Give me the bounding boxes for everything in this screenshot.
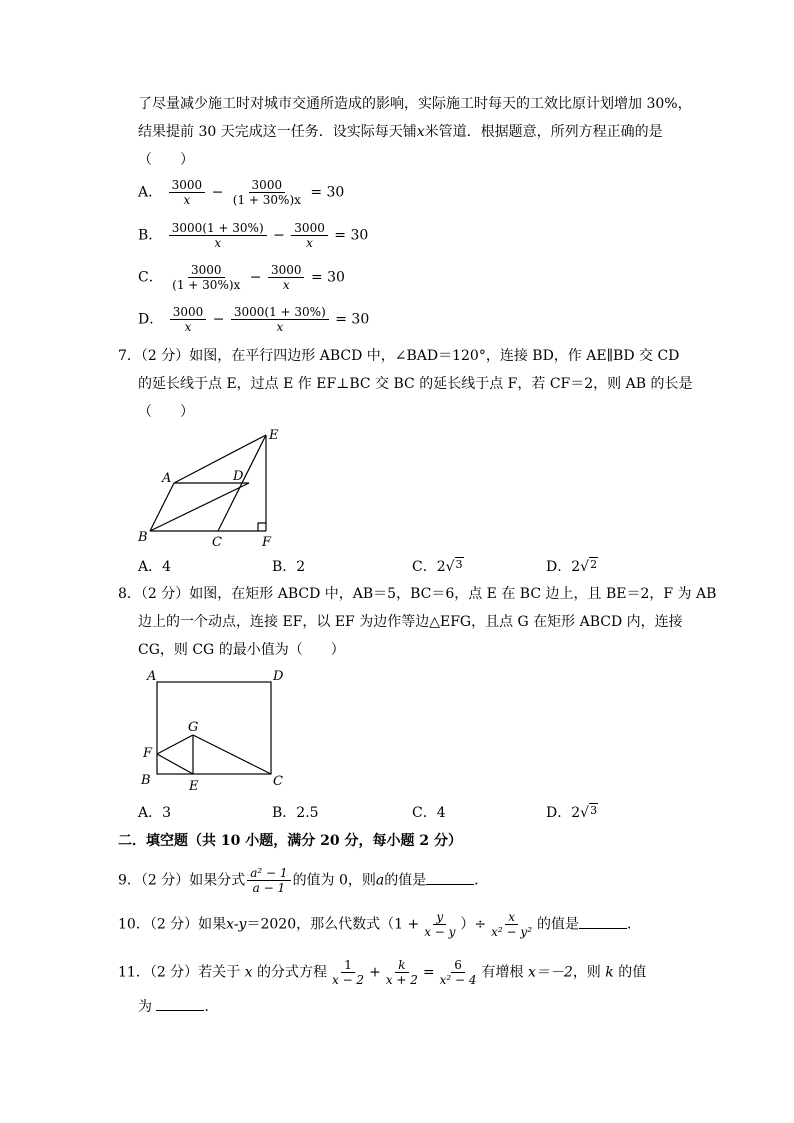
q6-option-d-label: D． [138, 311, 164, 328]
fraction: $\frac{3000(1 + 30\%)}{x}$ [231, 305, 329, 334]
q9-line [118, 866, 488, 895]
q7-option-d[interactable] [546, 557, 598, 577]
q6-option-c-label: C． [138, 269, 163, 286]
rectangle-abcd [157, 682, 271, 774]
q10-text-mid: ）÷ [460, 916, 487, 933]
q11-var-k: k [605, 964, 614, 981]
q6-option-b-label: B． [138, 227, 163, 244]
plus-sign: + [369, 964, 381, 981]
label-c: C [273, 774, 283, 789]
segment-fe [157, 754, 193, 774]
equation-rhs: = 30 [310, 269, 345, 286]
q11-line1 [118, 958, 646, 987]
q6-option-d[interactable] [138, 305, 369, 334]
q11-line2 [138, 996, 218, 1017]
right-angle-mark [258, 523, 266, 531]
q8-figure-rectangle [135, 665, 295, 795]
option-text: D．2 [546, 559, 581, 575]
option-text: C．2 [412, 559, 446, 575]
q11-text-end: ． [204, 999, 219, 1015]
label-f: F [143, 746, 153, 761]
q6-line2-b: 米管道．根据题意，所列方程正确的是 [424, 124, 663, 140]
fraction: $\frac{y}{x - y}$ [424, 910, 456, 939]
q9-text-post: 的值是 [384, 872, 427, 889]
q6-option-a-label: A． [138, 184, 163, 201]
q6-line2-a: 结果提前 30 天完成这一任务．设实际每天铺 [138, 124, 417, 140]
q9-text-end: ． [474, 872, 489, 889]
q8-option-d[interactable] [546, 803, 598, 823]
fraction: $\frac{3000(1 + 30\%)}{x}$ [169, 221, 267, 250]
equals-sign: = [422, 964, 435, 981]
q10-text-pre: 10．（2 分）如果 [118, 916, 227, 933]
fraction: $\frac{k}{x + 2}$ [385, 958, 418, 987]
label-b: B [141, 773, 151, 788]
label-c: C [212, 535, 222, 550]
q11-text-pre: 11．（2 分）若关于 [118, 964, 241, 981]
q7-line2: 的延长线于点 E，过点 E 作 EF⊥BC 交 BC 的延长线于点 F，若 CF＝2，则 AB 的长是 [138, 376, 693, 392]
label-f: F [262, 535, 272, 550]
q7-figure-parallelogram [130, 425, 290, 550]
segment-fg [157, 735, 193, 754]
fraction: $\frac{3000}{x}$ [268, 263, 305, 292]
q8-option-c[interactable]: C．4 [412, 805, 446, 821]
equation-rhs: = 30 [335, 311, 370, 328]
q10-text-end: ． [627, 916, 642, 933]
q9-text-pre: 9．（2 分）如果分式 [118, 872, 246, 889]
answer-blank[interactable] [579, 914, 627, 929]
q11-root: x＝－2 [528, 964, 573, 981]
minus-sign: − [211, 184, 224, 201]
q8-option-a[interactable]: A．3 [138, 805, 172, 821]
label-e: E [189, 779, 199, 794]
q8-line1: 8．（2 分）如图，在矩形 ABCD 中，AB＝5，BC＝6，点 E 在 BC 边上，且 BE＝2，F 为 AB [118, 586, 717, 602]
sqrt-sign: √ 3 [445, 558, 463, 575]
q9-var-a: a [375, 872, 385, 889]
q6-option-a[interactable] [138, 178, 344, 207]
q7-line1: 7．（2 分）如图，在平行四边形 ABCD 中，∠BAD＝120°，连接 BD，作 AE∥BD 交 CD [118, 348, 680, 364]
q6-var-x: x [416, 124, 425, 140]
label-e: E [269, 428, 279, 443]
q6-line1: 了尽量减少施工时对城市交通所造成的影响，实际施工时每天的工效比原计划增加 30%， [138, 96, 692, 112]
fraction: $\frac{3000}{x}$ [170, 305, 207, 334]
segment-bd [150, 483, 249, 531]
label-d: D [273, 669, 284, 684]
fraction: $\frac{3000}{x}$ [169, 178, 206, 207]
q8-line3: CG，则 CG 的最小值为（ ） [138, 642, 345, 658]
label-g: G [188, 720, 199, 735]
label-d: D [233, 469, 244, 484]
q10-text-cond-post: ＝2020，那么代数式（1 + [246, 916, 420, 933]
q10-line [118, 910, 641, 939]
fraction: $\frac{3000}{x}$ [291, 221, 328, 250]
q6-paren: （ ） [138, 152, 194, 168]
q6-option-c[interactable] [138, 263, 345, 292]
q6-line2 [138, 122, 663, 142]
q11-var-x: x [244, 964, 253, 981]
option-text: D．2 [546, 805, 581, 821]
segment-ae [174, 435, 266, 483]
q7-option-b[interactable]: B．2 [272, 559, 306, 575]
fraction: $\frac{3000}{(1 + 30\%)x}$ [232, 178, 301, 207]
segment-gc [193, 735, 271, 774]
q10-text-post: 的值是 [537, 916, 580, 933]
equation-rhs: = 30 [334, 227, 369, 244]
minus-sign: − [273, 227, 285, 244]
q7-option-a[interactable]: A．4 [138, 559, 172, 575]
q11-text-post-a: 有增根 [481, 964, 524, 981]
fraction: $\frac{3000}{(1 + 30\%)x}$ [172, 263, 241, 292]
q8-option-b[interactable]: B．2.5 [272, 805, 319, 821]
fraction: $\frac{\text{a² − 1}}{a - 1}$ [247, 866, 290, 895]
label-a: A [162, 471, 172, 486]
equation-rhs: = 30 [310, 184, 345, 201]
minus-sign: − [249, 269, 262, 286]
q11-text-post-b: ，则 [572, 964, 601, 981]
q7-paren: （ ） [138, 404, 194, 420]
q11-text-mid: 的分式方程 [256, 964, 327, 981]
q7-option-c[interactable] [412, 557, 464, 577]
answer-blank[interactable] [156, 996, 204, 1011]
answer-blank[interactable] [426, 870, 474, 885]
q11-text-post-c: 的值 [618, 964, 647, 981]
label-a: A [147, 669, 157, 684]
fraction: $\frac{x}{\text{x² − y²}}$ [491, 910, 533, 939]
q8-line2: 边上的一个动点，连接 EF，以 EF 为边作等边△EFG，且点 G 在矩形 ABCD 内，连接 [138, 614, 683, 630]
q9-text-mid: 的值为 0，则 [292, 872, 376, 889]
minus-sign: − [212, 311, 225, 328]
section-heading-fill-in: 二．填空题（共 10 小题，满分 20 分，每小题 2 分） [118, 833, 462, 849]
q6-option-b[interactable] [138, 221, 368, 250]
q10-condition: x-y [226, 916, 247, 933]
fraction: $\frac{1}{x - 2}$ [331, 958, 365, 987]
label-b: B [138, 530, 148, 545]
sqrt-sign: √ 2 [580, 558, 598, 575]
sqrt-sign: √ 3 [580, 804, 598, 821]
segment-ab [150, 483, 174, 531]
q11-text-line2: 为 [138, 999, 152, 1015]
fraction: $\frac{6}{\text{x² − 4}}$ [439, 958, 477, 987]
